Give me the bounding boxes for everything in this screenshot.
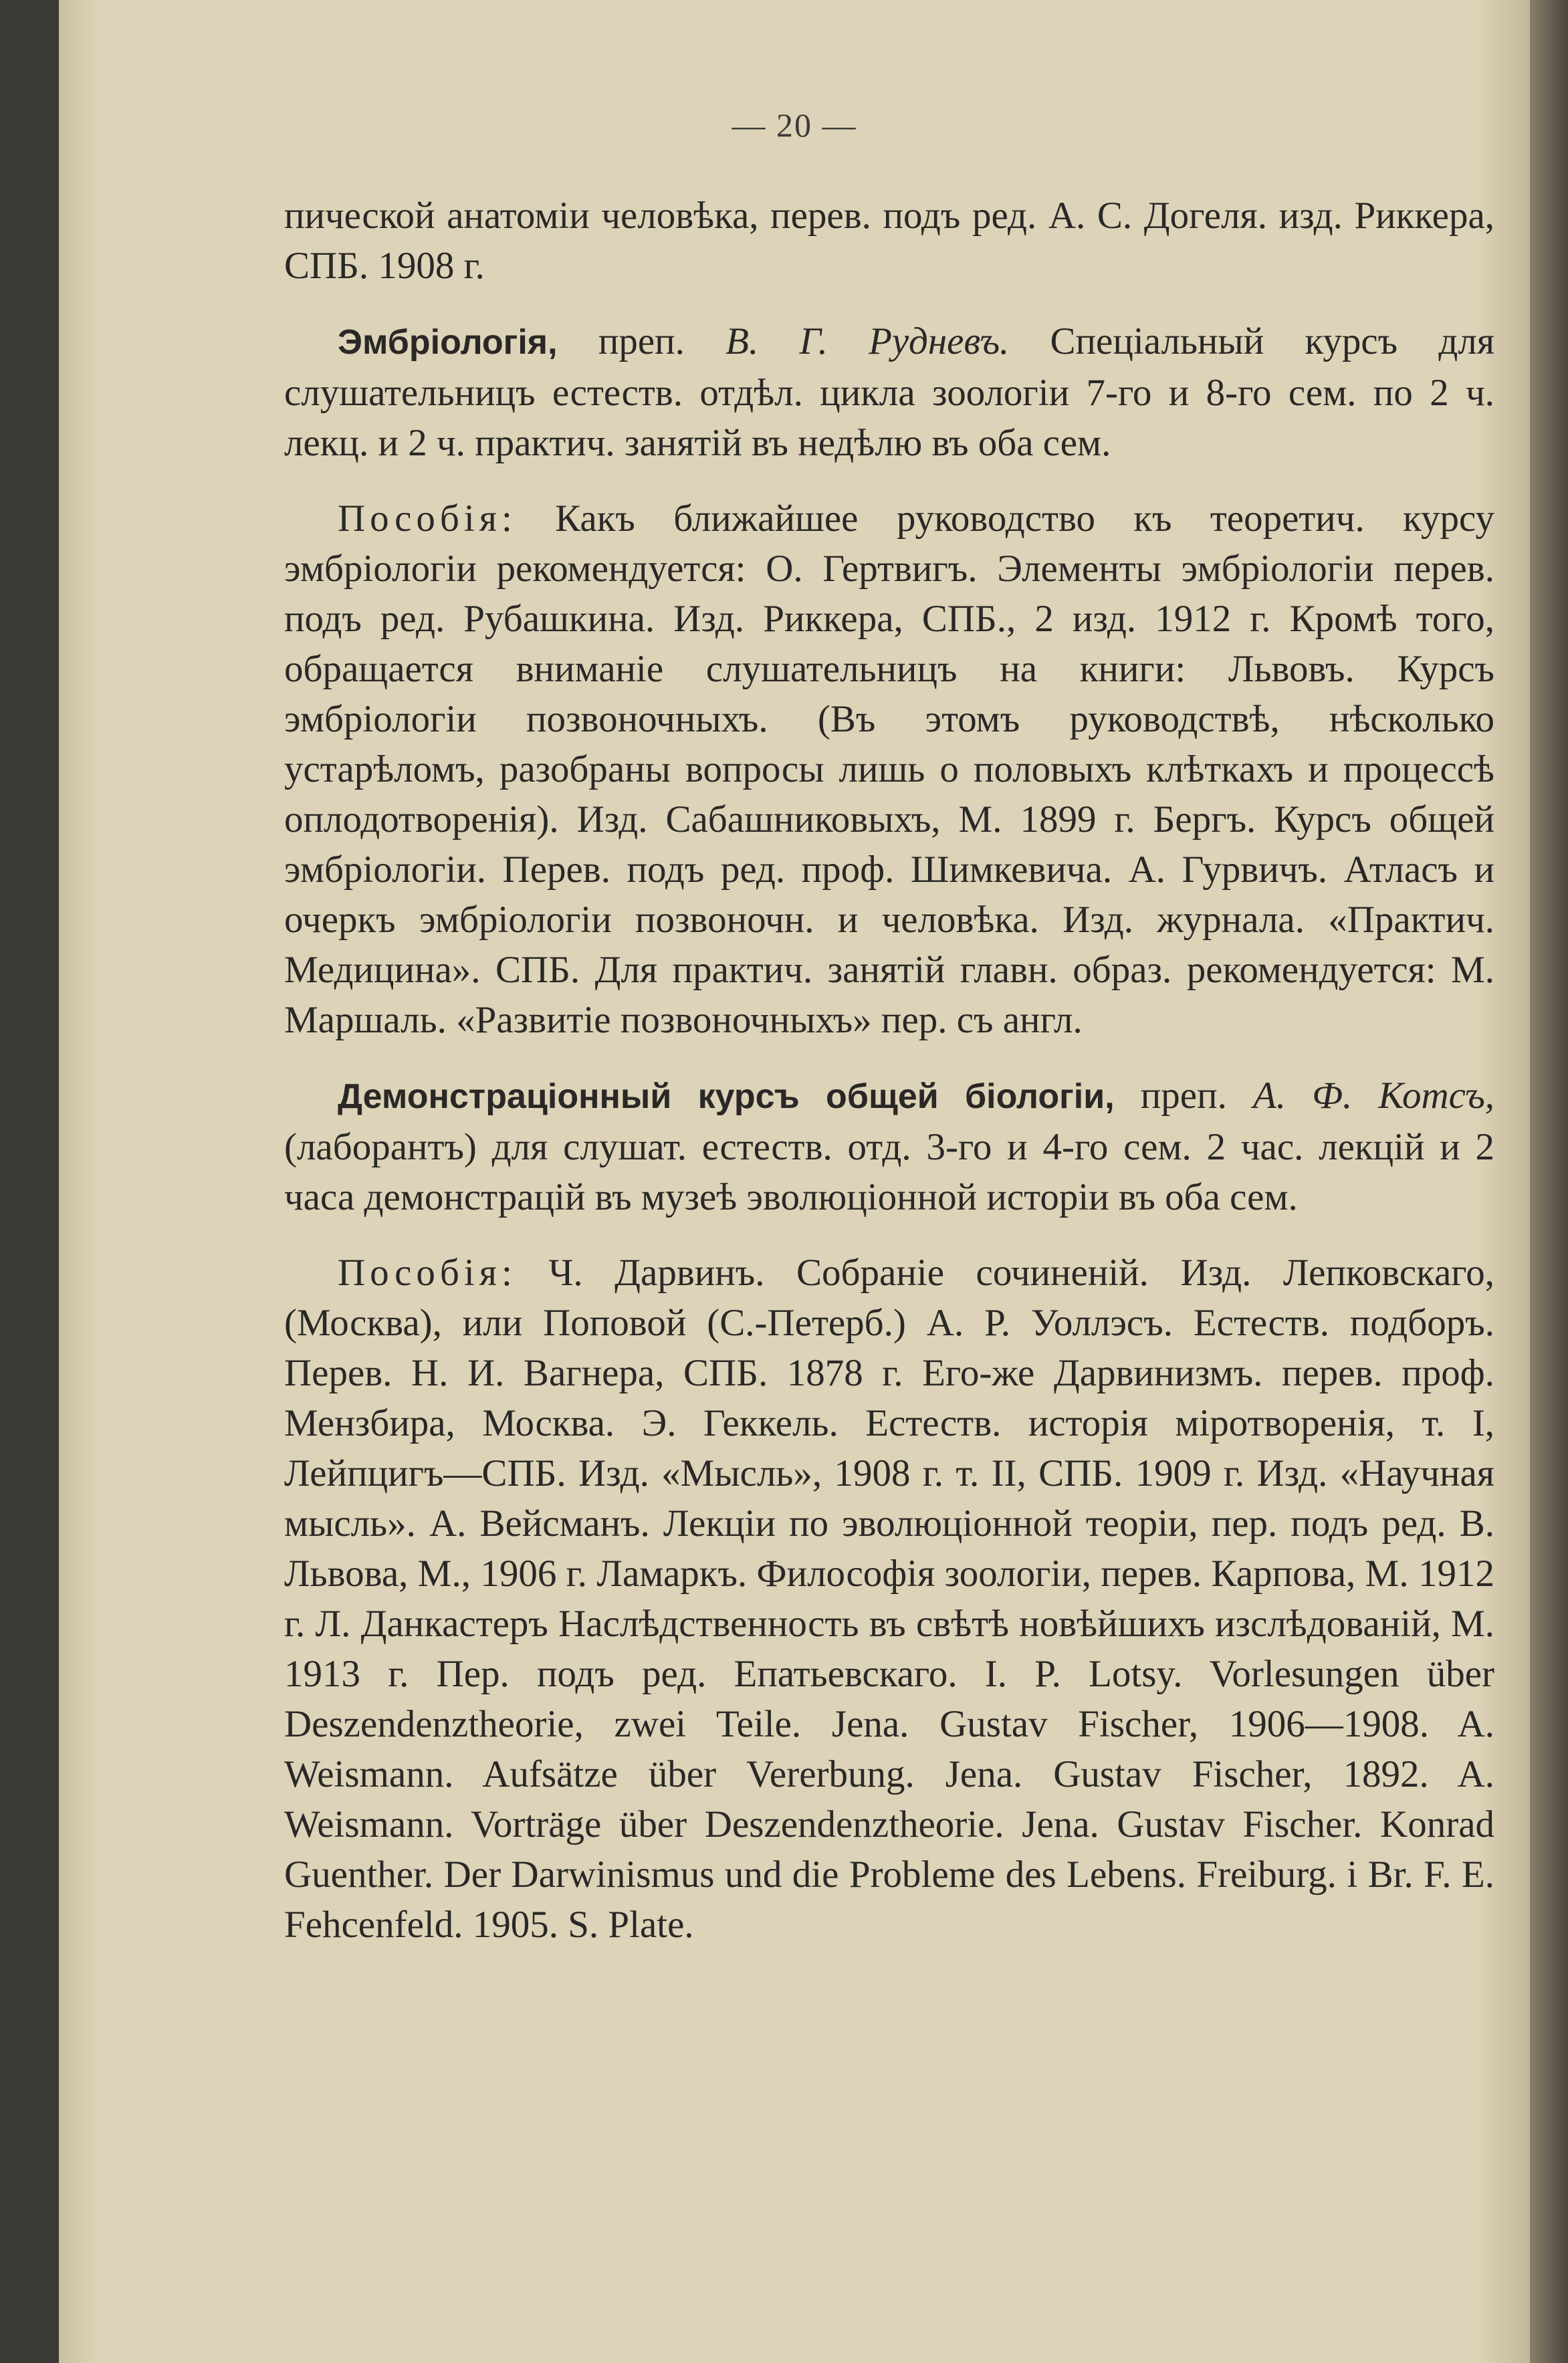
demo-aids-paragraph [284, 1248, 1494, 1950]
embryology-teacher: В. Г. Рудневъ. [725, 320, 1010, 362]
demo-prep-label: преп. [1140, 1075, 1227, 1117]
demo-course-text: (лаборантъ) для слушат. естеств. отд. 3-го и 4-го сем. 2 час. лекцій и 2 часа демонстрацій въ музеѣ эволюціонной исторіи въ оба сем. [284, 1126, 1494, 1218]
page-body [284, 191, 1494, 1975]
scan-edge [1530, 0, 1568, 2363]
demo-aids-label: Пособія: [338, 1252, 517, 1294]
embryology-course-title: Эмбріологія, [338, 323, 558, 362]
embryology-course-paragraph [284, 316, 1494, 468]
embryology-aids-label: Пособія: [338, 497, 517, 540]
embryology-prep-label: преп. [598, 320, 685, 362]
demo-aids-text: Ч. Дарвинъ. Собраніе сочиненій. Изд. Лепковскаго, (Москва), или Поповой (С.-Петерб.) А. Р. Уоллэсъ. Естеств. подборъ. Перев. Н. И. Вагнера, СПБ. 1878 г. Его-же Дарвинизмъ. перев. проф. Мензбира, Москва. Э. Геккель. Естеств. исторія міротворенія, т. I, Лейпцигъ—СПБ. Изд. «Мысль», 1908 г. т. II, СПБ. 1909 г. Изд. «Научная мысль». А. Вейсманъ. Лекціи по эволюціонной теоріи, пер. подъ ред. В. Львова, М., 1906 г. Ламаркъ. Философія зоологіи, перев. Карпова, М. 1912 г. Л. Данкастеръ Наслѣдственность въ свѣтѣ новѣйшихъ изслѣдованій, М. 1913 г. Пер. подъ ред. Епатьевскаго. I. P. Lotsy. Vorlesungen über Deszendenztheorie, zwei Teile. Jena. Gustav Fischer, 1906—1908. A. Weismann. Aufsätze über Vererbung. Jena. Gustav Fischer, 1892. A. Weismann. Vorträge über Deszendenztheorie. Jena. Gustav Fischer. Konrad Guenther. Der Darwinismus und die Probleme des Lebens. Freiburg. i Br. F. E. Fehcenfeld. 1905. S. Plate. [284, 1252, 1494, 1946]
demo-teacher: А. Ф. Котсъ, [1252, 1075, 1495, 1117]
intro-paragraph: пической анатоміи человѣка, перев. подъ ред. А. С. Догеля. изд. Риккера, СПБ. 1908 г. [284, 195, 1494, 287]
embryology-aids-text: Какъ ближайшее руководство къ теоретич. курсу эмбріологіи рекомендуется: О. Гертвигъ. Элементы эмбріологіи перев. подъ ред. Рубашкина. Изд. Риккера, СПБ., 2 изд. 1912 г. Кромѣ того, обращается вниманіе слушательницъ на книги: Львовъ. Курсъ эмбріологіи позвоночныхъ. (Въ этомъ руководствѣ, нѣсколько устарѣломъ, разобраны вопросы лишь о половыхъ клѣткахъ и процессѣ оплодотворенія). Изд. Сабашниковыхъ, М. 1899 г. Бергъ. Курсъ общей эмбріологіи. Перев. подъ ред. проф. Шимкевича. А. Гурвичъ. Атласъ и очеркъ эмбріологіи позвоночн. и человѣка. Изд. журнала. «Практич. Медицина». СПБ. Для практич. занятій главн. образ. рекомендуется: М. Маршаль. «Развитіе позвоночныхъ» пер. съ англ. [284, 497, 1495, 1041]
embryology-aids-paragraph [284, 493, 1494, 1045]
book-page [59, 0, 1530, 2363]
embryology-course-text: Спеціальный курсъ для слушательницъ естеств. отдѣл. цикла зоологіи 7-го и 8-го сем. по 2 ч. лекц. и 2 ч. практич. занятій въ недѣлю въ оба сем. [284, 320, 1495, 464]
demo-course-title: Демонстраціонный курсъ общей біологіи, [338, 1077, 1115, 1116]
page-number: — 20 — [732, 106, 857, 144]
demo-course-paragraph [284, 1071, 1494, 1222]
